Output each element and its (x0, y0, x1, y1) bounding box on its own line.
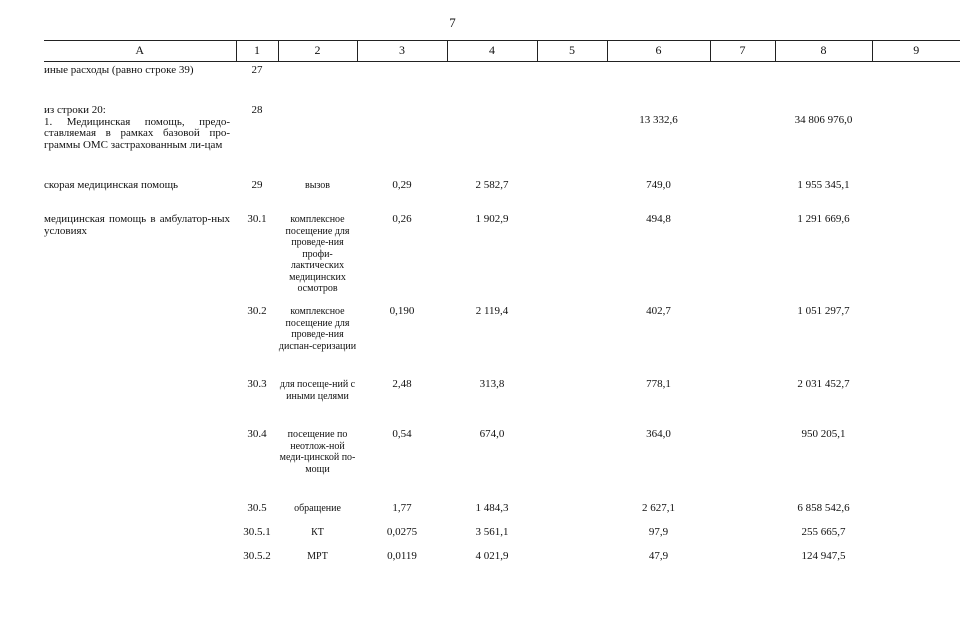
financial-table (44, 40, 960, 575)
row-value-3: 0,26 (392, 213, 412, 225)
row-unit: КТ (311, 527, 324, 538)
row-value-6: 402,7 (646, 305, 671, 317)
row-value-6: 47,9 (648, 550, 669, 562)
row-value-7 (710, 99, 775, 177)
column-header-8: 8 (775, 41, 872, 62)
table-row (44, 214, 960, 306)
table-row (44, 503, 960, 527)
column-header-6: 6 (607, 41, 710, 62)
row-number: 30.3 (247, 378, 267, 390)
row-value-3: 0,0119 (387, 550, 417, 562)
row-value-3: 0,54 (392, 428, 412, 440)
row-value-9 (872, 503, 960, 527)
row-value-8: 1 955 345,1 (797, 179, 850, 191)
row-value-3: 0,190 (389, 305, 415, 317)
row-value-5 (537, 214, 607, 306)
row-label (44, 429, 236, 503)
row-number: 30.5.2 (243, 550, 271, 562)
column-header-4: 4 (447, 41, 537, 62)
row-value-4: 674,0 (479, 428, 505, 440)
row-label (44, 527, 236, 551)
row-value-5 (537, 177, 607, 214)
column-header-2: 2 (278, 41, 357, 62)
row-value-4: 1 902,9 (475, 213, 509, 225)
table-row (44, 429, 960, 503)
row-value-8: 1 291 669,6 (797, 213, 850, 225)
table-row (44, 551, 960, 575)
row-value-5 (537, 551, 607, 575)
table-row (44, 379, 960, 429)
row-value-9 (872, 527, 960, 551)
row-value-9 (872, 306, 960, 379)
row-value-8-text: 34 806 976,0 (794, 114, 853, 126)
table-row (44, 527, 960, 551)
row-value-6 (607, 99, 710, 177)
table-header-row (44, 41, 960, 62)
row-value-3: 2,48 (392, 378, 412, 390)
row-value-5 (537, 62, 607, 100)
column-header-3: 3 (357, 41, 447, 62)
row-number: 30.5 (247, 502, 267, 514)
row-unit (278, 99, 357, 177)
row-label (44, 551, 236, 575)
row-unit: посещение по неотлож-ной меди-цинской по-мощи (279, 429, 356, 475)
row-unit: для посеще-ний с иными целями (279, 379, 356, 402)
row-number: 30.1 (247, 213, 267, 225)
row-value-7 (710, 551, 775, 575)
row-value-9 (872, 379, 960, 429)
row-value-8: 255 665,7 (801, 526, 846, 538)
row-unit: МРТ (307, 551, 328, 562)
row-number: 28 (251, 104, 263, 116)
row-value-4: 3 561,1 (475, 526, 509, 538)
row-value-6: 2 627,1 (642, 502, 675, 514)
row-unit: комплексное посещение для проведе-ния диспан-серизации (278, 306, 357, 352)
row-number: 29 (251, 179, 263, 191)
row-unit: обращение (294, 503, 341, 514)
column-header-a: А (44, 41, 236, 62)
column-header-7: 7 (710, 41, 775, 62)
row-value-8: 6 858 542,6 (797, 502, 850, 514)
row-value-9 (872, 429, 960, 503)
row-value-3 (357, 62, 447, 100)
column-header-1: 1 (236, 41, 278, 62)
table-row (44, 177, 960, 214)
row-value-6 (607, 62, 710, 100)
table-row (44, 99, 960, 177)
row-value-6: 97,9 (648, 526, 669, 538)
row-value-5 (537, 99, 607, 177)
row-value-9 (872, 177, 960, 214)
row-unit (278, 62, 357, 100)
row-label-line-1: из строки 20: (44, 104, 106, 116)
row-value-4 (447, 99, 537, 177)
page-number: 7 (449, 15, 456, 30)
row-value-7 (710, 379, 775, 429)
row-number: 27 (251, 64, 263, 76)
row-label: иные расходы (равно строке 39) (44, 64, 194, 76)
row-label: медицинская помощь в амбулатор-ных условиях (44, 213, 230, 237)
row-value-8: 1 051 297,7 (797, 305, 850, 317)
row-value-9 (872, 214, 960, 306)
row-value-4: 1 484,3 (475, 502, 509, 514)
table-row (44, 306, 960, 379)
row-value-8 (775, 62, 872, 100)
row-value-5 (537, 379, 607, 429)
row-number: 30.4 (247, 428, 267, 440)
row-value-5 (537, 306, 607, 379)
row-value-3: 0,29 (392, 179, 412, 191)
row-label-line-2: 1. Медицинская помощь, предо-ставляемая в рамках базовой про-граммы ОМС застрахованным ли-цам (44, 115, 230, 151)
row-unit: вызов (304, 180, 331, 191)
row-value-8: 124 947,5 (801, 550, 846, 562)
row-value-9 (872, 99, 960, 177)
row-value-9 (872, 551, 960, 575)
row-value-7 (710, 429, 775, 503)
row-value-7 (710, 306, 775, 379)
row-value-8 (775, 99, 872, 177)
row-value-5 (537, 527, 607, 551)
row-value-8: 2 031 452,7 (797, 378, 850, 390)
row-value-4: 4 021,9 (475, 550, 509, 562)
row-value-8: 950 205,1 (801, 428, 846, 440)
row-value-6-text: 13 332,6 (639, 114, 678, 126)
row-label (44, 306, 236, 379)
column-header-9: 9 (872, 41, 960, 62)
row-value-4: 313,8 (479, 378, 505, 390)
row-value-7 (710, 527, 775, 551)
row-number: 30.2 (247, 305, 267, 317)
row-value-7 (710, 62, 775, 100)
row-value-6: 494,8 (646, 213, 671, 225)
row-value-4 (447, 62, 537, 100)
row-value-4: 2 582,7 (475, 179, 509, 191)
row-number: 30.5.1 (243, 526, 271, 538)
row-value-6: 364,0 (646, 428, 671, 440)
row-value-4: 2 119,4 (475, 305, 509, 317)
row-unit: комплексное посещение для проведе-ния профи-лактических медицинских осмотров (285, 214, 350, 294)
row-value-5 (537, 503, 607, 527)
row-label (44, 379, 236, 429)
row-value-5 (537, 429, 607, 503)
row-label: скорая медицинская помощь (44, 179, 179, 191)
row-value-3: 1,77 (392, 502, 412, 514)
row-value-7 (710, 214, 775, 306)
row-value-7 (710, 503, 775, 527)
row-label (44, 99, 236, 177)
table-row (44, 62, 960, 100)
row-label (44, 503, 236, 527)
row-value-3 (357, 99, 447, 177)
row-value-6: 778,1 (646, 378, 671, 390)
row-value-3: 0,0275 (386, 526, 418, 538)
column-header-5: 5 (537, 41, 607, 62)
row-value-6: 749,0 (646, 179, 671, 191)
row-value-9 (872, 62, 960, 100)
row-value-7 (710, 177, 775, 214)
